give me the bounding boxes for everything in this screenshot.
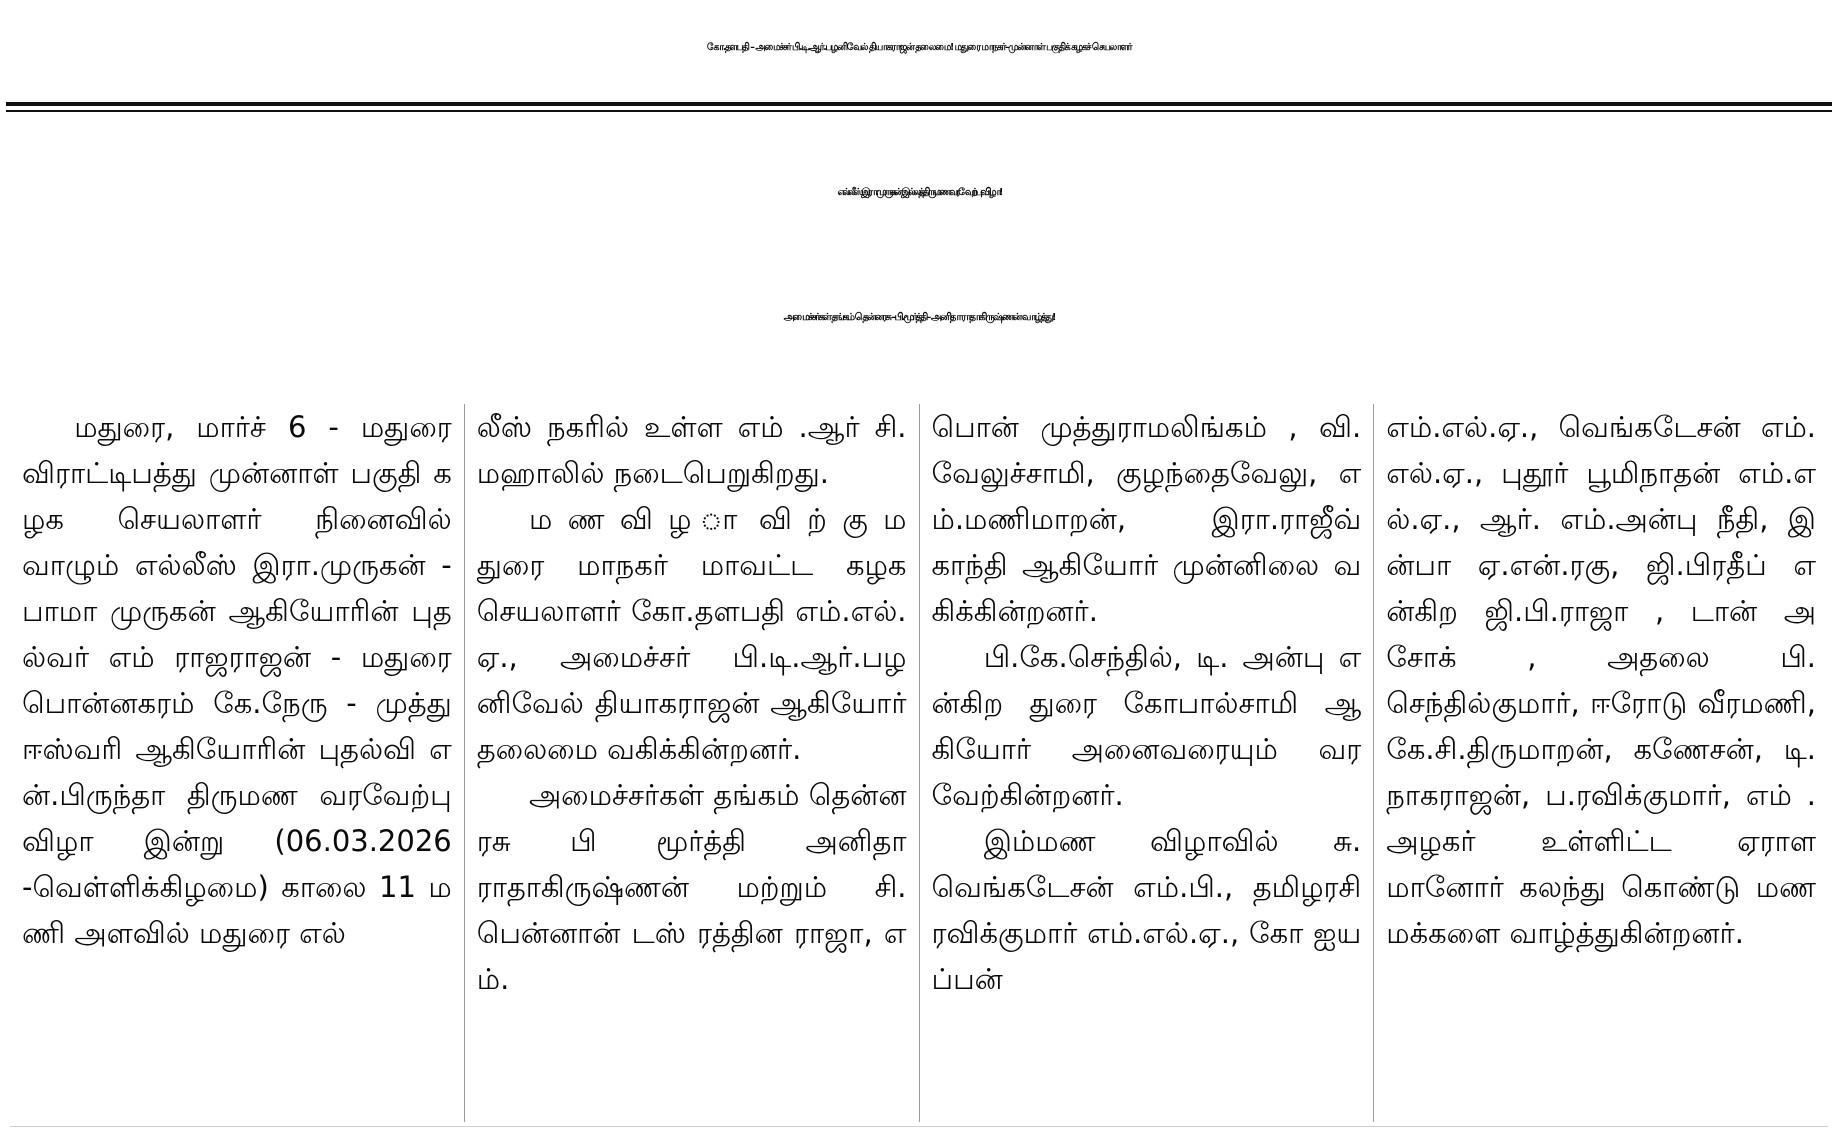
article-paragraph: ம ண வி ழ ா வி ற் கு மதுரை மாநகர் மாவட்ட கழக செயலாளர் கோ.தளபதி எம்.எல்.ஏ., அமைச்சர் பி.டி.ஆர்.பழனிவேல் தியாகராஜன் ஆகியோர் தலைமை வகிக்கின்றனர். xyxy=(476,502,907,766)
bottom-rule xyxy=(10,1126,1828,1127)
article-paragraph: பி.கே.செந்தில், டி. அன்பு என்கிற துரை கோபால்சாமி ஆகியோர் அனைவரையும் வரவேற்கின்றனர். xyxy=(931,640,1362,812)
article-paragraph: லீஸ் நகரில் உள்ள எம் .ஆர் சி. மஹாலில் நடைபெறுகிறது. xyxy=(476,410,907,490)
headline: எல்லீஸ் இரா.முருகன் இல்லத் திருமண வரவேற்பு விழா! xyxy=(837,187,1001,198)
subheadline: அமைச்சர்கள் தங்கம் தென்னரசு –பி.மூர்த்தி– அனிதா ராதாகிருஷ்ணன் வாழ்த்து! xyxy=(783,312,1055,323)
kicker-line: கோ.தளபதி – அமைச்சர் பி.டி.ஆர்.பழனிவேல் தியாகராஜன் தலைமை! மதுரை மாநகர்–முன்னாள் பகுதிக் கழகச் செயலாளர் xyxy=(706,42,1132,53)
article-paragraph: அமைச்சர்கள் தங்கம் தென்னரசு பி மூர்த்தி அனிதா ராதாகிருஷ்ணன் மற்றும் சி. பென்னான் டஸ் ரத்தின ராஜா, எம். xyxy=(476,778,907,996)
article-paragraph: எம்.எல்.ஏ., வெங்கடேசன் எம்.எல்.ஏ., புதூர் பூமிநாதன் எம்.எல்.ஏ., ஆர். எம்.அன்பு நீதி, இன்பா ஏ.என்.ரகு, ஜி.பிரதீப் என்கிற ஜி.பி.ராஜா , டான் அசோக் , அதலை பி.செந்தில்குமார், ஈரோடு வீரமணி, கே.சி.திருமாறன், கணேசன், டி. நாகராஜன், ப.ரவிக்குமார், எம் .அழகர் உள்ளிட்ட ஏராளமானோர் கலந்து கொண்டு மணமக்களை வாழ்த்துகின்றனர். xyxy=(1386,410,1816,950)
article-column-1 xyxy=(10,404,464,1122)
article-body xyxy=(10,404,1828,1122)
article-paragraph: பொன் முத்துராமலிங்கம் , வி.வேலுச்சாமி, குழந்தைவேலு, எம்.மணிமாறன், இரா.ராஜீவ் காந்தி ஆகியோர் முன்னிலை வகிக்கின்றனர். xyxy=(931,410,1362,628)
article-column-3 xyxy=(919,404,1374,1122)
article-paragraph: மதுரை, மார்ச் 6 - மதுரை விராட்டிபத்து முன்னாள் பகுதி கழக செயலாளர் நினைவில் வாழும் எல்லீஸ் இரா.முருகன் - பாமா முருகன் ஆகியோரின் புதல்வர் எம் ராஜராஜன் - மதுரை பொன்னகரம் கே.நேரு - முத்து ஈஸ்வரி ஆகியோரின் புதல்வி என்.பிருந்தா திருமண வரவேற்பு விழா இன்று (06.03.2026 -வெள்ளிக்கிழமை) காலை 11 மணி அளவில் மதுரை எல் xyxy=(22,410,452,950)
article-paragraph: இம்மண விழாவில் சு.வெங்கடேசன் எம்.பி., தமிழரசி ரவிக்குமார் எம்.எல்.ஏ., கோ ஐயப்பன் xyxy=(931,824,1362,996)
divider-rule xyxy=(6,102,1832,106)
divider-rule-thin xyxy=(6,110,1832,112)
article-column-4 xyxy=(1373,404,1828,1122)
article-column-2 xyxy=(464,404,919,1122)
